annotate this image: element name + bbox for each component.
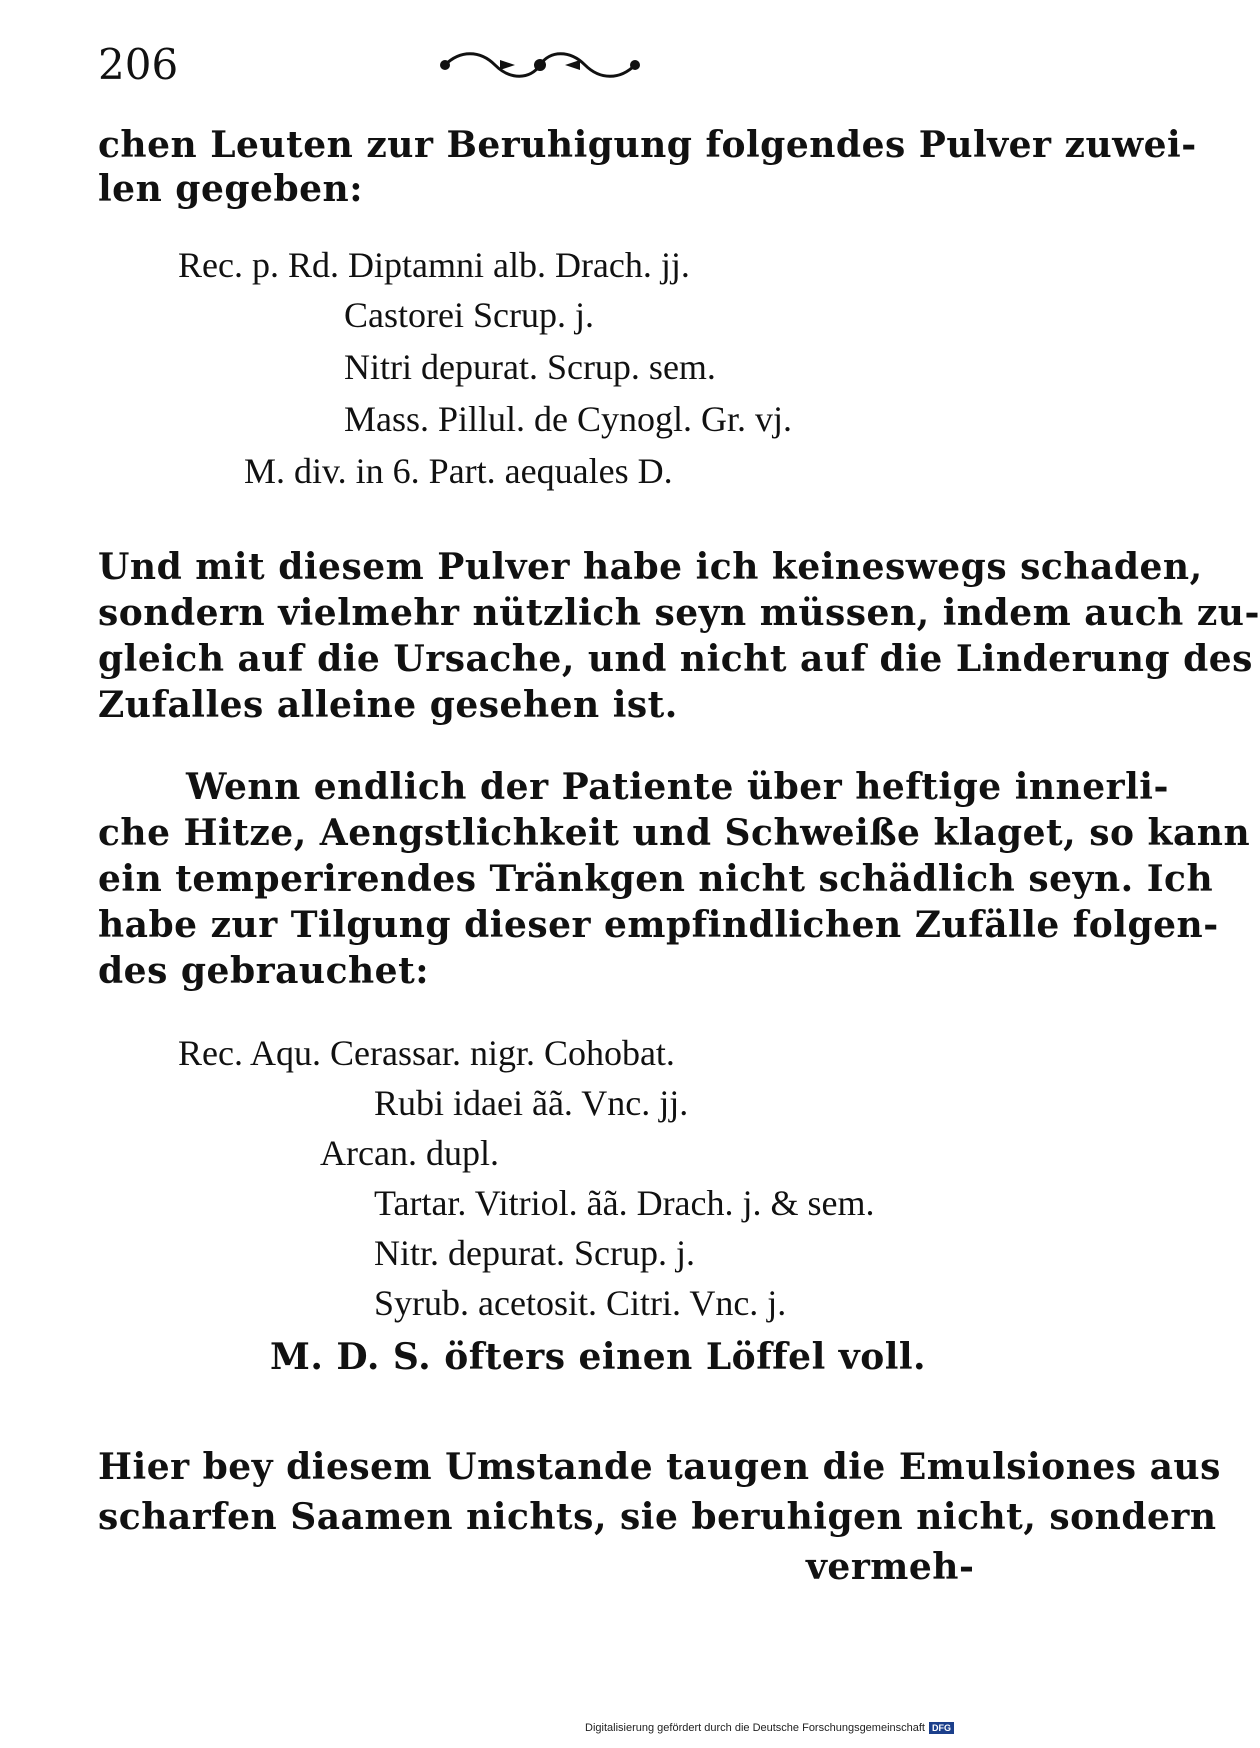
text-line: len gegeben: xyxy=(98,168,363,210)
recipe-line: M. div. in 6. Part. aequales D. xyxy=(244,451,673,491)
text-line: des gebrauchet: xyxy=(98,950,430,992)
dfg-logo: DFG xyxy=(929,1722,954,1734)
footer-text: Digitalisierung gefördert durch die Deutsche Forschungsgemeinschaft xyxy=(585,1722,925,1734)
recipe-line: Nitri depurat. Scrup. sem. xyxy=(344,347,716,387)
recipe-line: M. D. S. öfters einen Löffel voll. xyxy=(270,1336,927,1378)
recipe-line: Tartar. Vitriol. ãã. Drach. j. & sem. xyxy=(374,1183,875,1223)
ornament-icon xyxy=(440,48,640,82)
recipe-line: Rec. p. Rd. Diptamni alb. Drach. jj. xyxy=(178,245,690,285)
recipe-line: Rec. Aqu. Cerassar. nigr. Cohobat. xyxy=(178,1033,675,1073)
text-line: Und mit diesem Pulver habe ich keineswegs schaden, xyxy=(98,546,1203,588)
page-number: 206 xyxy=(98,40,179,89)
recipe-line: Rubi idaei ãã. Vnc. jj. xyxy=(374,1083,689,1123)
text-line: Zufalles alleine gesehen ist. xyxy=(98,684,678,726)
text-line: habe zur Tilgung dieser empfindlichen Zufälle folgen- xyxy=(98,904,1219,946)
recipe-line: Nitr. depurat. Scrup. j. xyxy=(374,1233,695,1273)
text-line: gleich auf die Ursache, und nicht auf die Linderung des xyxy=(98,638,1253,680)
recipe-line: Arcan. dupl. xyxy=(320,1133,499,1173)
text-line: Wenn endlich der Patiente über heftige innerli- xyxy=(186,766,1169,808)
text-line: scharfen Saamen nichts, sie beruhigen nicht, sondern xyxy=(98,1496,1217,1538)
recipe-line: Castorei Scrup. j. xyxy=(344,295,594,335)
text-line: ein temperirendes Tränkgen nicht schädlich seyn. Ich xyxy=(98,858,1214,900)
footer xyxy=(585,1722,954,1734)
recipe-line: Mass. Pillul. de Cynogl. Gr. vj. xyxy=(344,399,793,439)
recipe-line: Syrub. acetosit. Citri. Vnc. j. xyxy=(374,1283,787,1323)
text-line: chen Leuten zur Beruhigung folgendes Pulver zuwei- xyxy=(98,124,1197,166)
text-line: che Hitze, Aengstlichkeit und Schweiße klaget, so kann xyxy=(98,812,1251,854)
text-line: sondern vielmehr nützlich seyn müssen, indem auch zu- xyxy=(98,592,1260,634)
catchword: vermeh- xyxy=(806,1546,975,1588)
text-line: Hier bey diesem Umstande taugen die Emulsiones aus xyxy=(98,1446,1221,1488)
